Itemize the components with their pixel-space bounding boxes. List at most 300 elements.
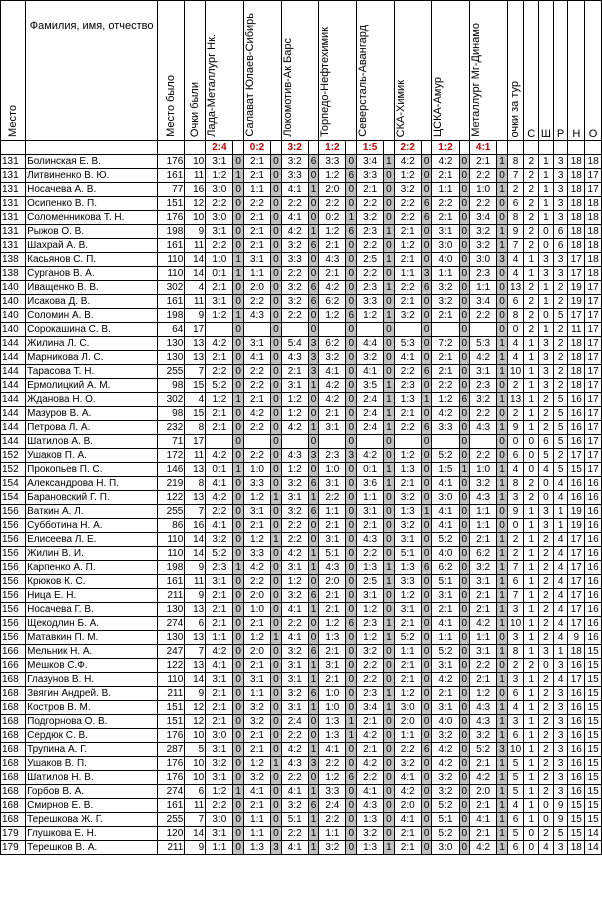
prediction-cell: 3:2	[432, 295, 459, 309]
match-result: 4:1	[470, 141, 497, 155]
prediction-cell: 3:2	[470, 393, 497, 407]
prediction-cell: 2:2	[281, 197, 308, 211]
prediction-cell: 2:3	[319, 449, 346, 463]
prev-place-cell: 302	[158, 281, 185, 295]
prev-place-cell: 161	[158, 239, 185, 253]
stat-cell: 3	[539, 351, 554, 365]
prediction-cell: 4:3	[470, 715, 497, 729]
stat-cell: 17	[568, 547, 585, 561]
prev-points-cell: 11	[185, 239, 206, 253]
stat-cell: 1	[524, 547, 539, 561]
prev-points-cell: 4	[185, 281, 206, 295]
name-cell: Ушаков П. А.	[26, 449, 158, 463]
prediction-cell: 2:1	[470, 155, 497, 169]
prediction-cell: 2:2	[281, 617, 308, 631]
prediction-cell: 3:1	[206, 673, 233, 687]
stat-cell: 16	[568, 743, 585, 757]
prediction-points-cell: 0	[308, 309, 318, 323]
place-cell: 156	[1, 631, 26, 645]
stat-cell: 5	[553, 393, 568, 407]
tour-points-cell: 4	[507, 799, 524, 813]
stat-cell: 2	[524, 659, 539, 673]
prediction-points-cell: 0	[271, 827, 281, 841]
tour-points-cell: 4	[507, 701, 524, 715]
prediction-points-cell: 0	[459, 211, 469, 225]
prediction-points-cell: 1	[308, 421, 318, 435]
table-row	[1, 617, 602, 631]
place-cell: 168	[1, 799, 26, 813]
tour-points-cell: 5	[507, 771, 524, 785]
prediction-points-cell: 0	[271, 393, 281, 407]
place-cell: 144	[1, 393, 26, 407]
stat-cell: 1	[539, 211, 554, 225]
stat-cell: 1	[553, 519, 568, 533]
tour-points-cell: 3	[507, 715, 524, 729]
table-row	[1, 155, 602, 169]
prediction-points-cell: 0	[421, 295, 431, 309]
prev-points-cell: 15	[185, 407, 206, 421]
name-cell: Крюков К. С.	[26, 575, 158, 589]
prediction-points-cell: 0	[459, 575, 469, 589]
prediction-points-cell: 0	[459, 687, 469, 701]
stat-header: С	[524, 1, 539, 141]
prediction-points-cell: 0	[233, 841, 243, 855]
prediction-cell: 1:0	[319, 701, 346, 715]
stat-cell: 17	[585, 323, 602, 337]
prediction-cell: 3:1	[206, 743, 233, 757]
prediction-cell: 2:1	[206, 603, 233, 617]
prediction-points-cell: 6	[346, 169, 356, 183]
prev-points-cell: 12	[185, 197, 206, 211]
prediction-points-cell: 0	[233, 589, 243, 603]
prediction-cell: 4:1	[281, 631, 308, 645]
stat-cell: 15	[585, 799, 602, 813]
prediction-points-cell: 0	[384, 813, 394, 827]
prediction-points-cell: 0	[271, 547, 281, 561]
name-cell: Субботина Н. А.	[26, 519, 158, 533]
prediction-cell: 1:1	[432, 267, 459, 281]
prediction-cell: 2:1	[394, 841, 421, 855]
prediction-cell: 2:2	[243, 575, 270, 589]
prediction-points-cell: 0	[308, 631, 318, 645]
prediction-cell: 1:1	[432, 631, 459, 645]
table-row	[1, 533, 602, 547]
stat-cell: 15	[568, 463, 585, 477]
name-header: Фамилия, имя, отчество	[26, 1, 158, 141]
stat-cell: 3	[553, 169, 568, 183]
prediction-points-cell: 0	[233, 799, 243, 813]
results-row	[1, 141, 602, 155]
prediction-points-cell: 0	[421, 785, 431, 799]
prediction-cell: 2:0	[394, 715, 421, 729]
prediction-points-cell: 0	[308, 197, 318, 211]
prediction-cell: 3:1	[206, 295, 233, 309]
tour-points-cell: 6	[507, 813, 524, 827]
prediction-cell: 2:1	[470, 589, 497, 603]
prediction-points-cell: 0	[459, 715, 469, 729]
prediction-points-cell: 0	[271, 519, 281, 533]
stat-cell: 2	[524, 197, 539, 211]
prev-points-cell: 14	[185, 827, 206, 841]
tour-points-cell: 7	[507, 561, 524, 575]
prediction-cell: 3:0	[432, 491, 459, 505]
prediction-cell: 3:1	[432, 701, 459, 715]
table-row	[1, 673, 602, 687]
prediction-points-cell: 0	[346, 491, 356, 505]
prediction-cell: 2:2	[206, 365, 233, 379]
stat-cell: 1	[524, 701, 539, 715]
stat-cell: 16	[568, 421, 585, 435]
prediction-cell: 4:2	[356, 757, 383, 771]
prev-points-cell: 13	[185, 631, 206, 645]
prediction-points-cell: 0	[459, 421, 469, 435]
stat-cell: 5	[553, 435, 568, 449]
stat-cell: 1	[524, 715, 539, 729]
prediction-cell: 2:2	[356, 771, 383, 785]
stat-cell: 9	[553, 799, 568, 813]
name-cell: Терешкова Ж. Г.	[26, 813, 158, 827]
name-cell: Осипенко В. П.	[26, 197, 158, 211]
prediction-points-cell: 0	[459, 253, 469, 267]
prediction-points-cell: 0	[421, 337, 431, 351]
prediction-cell: 2:1	[394, 673, 421, 687]
stat-cell: 2	[539, 407, 554, 421]
prediction-cell: 1:0	[243, 463, 270, 477]
stat-cell: 15	[585, 715, 602, 729]
stat-cell: 4	[539, 463, 554, 477]
prediction-cell: 1:2	[356, 309, 383, 323]
prediction-points-cell: 0	[421, 575, 431, 589]
prediction-cell: 3:2	[206, 757, 233, 771]
prediction-points-cell: 0	[308, 771, 318, 785]
stat-cell: 18	[568, 351, 585, 365]
prediction-points-cell: 0	[421, 435, 431, 449]
prev-place-cell: 120	[158, 827, 185, 841]
prev-place-cell: 151	[158, 197, 185, 211]
prediction-cell: 1:2	[470, 687, 497, 701]
name-cell: Жилина Л. С.	[26, 337, 158, 351]
prediction-cell: 6:2	[319, 295, 346, 309]
prediction-cell: 2:1	[319, 645, 346, 659]
stat-cell: 18	[568, 155, 585, 169]
prediction-cell: 2:1	[319, 519, 346, 533]
name-cell: Смирнов Е. В.	[26, 799, 158, 813]
stat-cell: 15	[585, 813, 602, 827]
tour-points-cell: 6	[507, 197, 524, 211]
prediction-points-cell: 6	[421, 197, 431, 211]
stat-cell: 15	[585, 757, 602, 771]
table-row	[1, 813, 602, 827]
prediction-points-cell: 0	[421, 533, 431, 547]
prediction-cell: 3:2	[281, 239, 308, 253]
prediction-points-cell: 0	[384, 491, 394, 505]
prediction-cell: 2:2	[319, 813, 346, 827]
prediction-points-cell: 0	[271, 239, 281, 253]
stat-cell: 18	[568, 197, 585, 211]
stat-cell: 17	[568, 603, 585, 617]
prediction-points-cell: 0	[384, 449, 394, 463]
prediction-cell: 1:2	[206, 309, 233, 323]
prediction-cell: 1:2	[281, 575, 308, 589]
prediction-cell: 1:0	[206, 253, 233, 267]
prediction-points-cell: 0	[459, 589, 469, 603]
stat-cell: 0	[539, 659, 554, 673]
prediction-cell: 1:2	[319, 771, 346, 785]
name-cell: Шатилов Н. В.	[26, 771, 158, 785]
prediction-points-cell: 1	[497, 729, 507, 743]
prediction-cell: 3:2	[432, 729, 459, 743]
prediction-cell: 2:2	[281, 827, 308, 841]
stat-header: Р	[553, 1, 568, 141]
prediction-cell: 3:2	[356, 351, 383, 365]
stat-cell: 1	[524, 589, 539, 603]
prediction-points-cell: 3	[308, 337, 318, 351]
prev-place-cell: 176	[158, 757, 185, 771]
prediction-points-cell: 1	[346, 729, 356, 743]
prediction-cell: 2:1	[206, 421, 233, 435]
prediction-cell: 3:1	[432, 659, 459, 673]
prediction-points-cell: 0	[384, 729, 394, 743]
stat-header: Ш	[539, 1, 554, 141]
prediction-points-cell: 0	[346, 575, 356, 589]
place-cell: 156	[1, 617, 26, 631]
prediction-cell: 1:1	[206, 631, 233, 645]
table-row	[1, 799, 602, 813]
prev-points-cell: 13	[185, 351, 206, 365]
tour-points-cell: 6	[507, 841, 524, 855]
prediction-cell: 4:3	[470, 491, 497, 505]
stat-cell: 2	[539, 715, 554, 729]
prediction-points-cell: 1	[308, 743, 318, 757]
stat-cell: 17	[568, 673, 585, 687]
stat-cell: 2	[553, 379, 568, 393]
table-row	[1, 715, 602, 729]
prev-points-cell: 10	[185, 729, 206, 743]
prediction-cell: 1:2	[394, 449, 421, 463]
table-row	[1, 575, 602, 589]
stat-cell: 0	[524, 841, 539, 855]
prediction-cell: 2:0	[319, 183, 346, 197]
stat-cell: 3	[553, 785, 568, 799]
prediction-cell: 2:1	[470, 533, 497, 547]
prediction-cell: 3:1	[206, 771, 233, 785]
stat-cell: 0	[539, 225, 554, 239]
stat-cell: 2	[539, 757, 554, 771]
prediction-cell: 2:2	[281, 771, 308, 785]
table-row	[1, 211, 602, 225]
prediction-points-cell: 0	[233, 715, 243, 729]
prediction-points-cell: 0	[384, 183, 394, 197]
prediction-points-cell: 0	[233, 827, 243, 841]
prediction-cell: 3:0	[206, 211, 233, 225]
prediction-cell	[319, 323, 346, 337]
place-cell: 140	[1, 323, 26, 337]
place-cell: 131	[1, 155, 26, 169]
prediction-points-cell: 0	[497, 323, 507, 337]
stat-cell: 4	[553, 547, 568, 561]
prediction-points-cell: 0	[421, 323, 431, 337]
prediction-points-cell: 0	[421, 645, 431, 659]
prediction-points-cell: 1	[308, 813, 318, 827]
prediction-points-cell: 0	[346, 337, 356, 351]
name-cell: Касьянов С. П.	[26, 253, 158, 267]
prediction-points-cell: 0	[271, 701, 281, 715]
prediction-points-cell: 0	[421, 491, 431, 505]
prediction-points-cell: 3	[497, 743, 507, 757]
prediction-cell: 0:2	[319, 211, 346, 225]
prev-points-cell: 14	[185, 267, 206, 281]
prev-place-cell: 151	[158, 701, 185, 715]
prediction-points-cell: 0	[384, 267, 394, 281]
stat-cell: 2	[553, 351, 568, 365]
prev-place-cell: 110	[158, 267, 185, 281]
name-cell: Петрова Л. А.	[26, 421, 158, 435]
table-row	[1, 771, 602, 785]
prev-place-cell: 130	[158, 337, 185, 351]
tour-points-cell: 6	[507, 729, 524, 743]
prediction-cell: 2:2	[470, 169, 497, 183]
prediction-points-cell: 6	[421, 211, 431, 225]
prediction-points-cell: 0	[271, 603, 281, 617]
prediction-points-cell: 6	[308, 477, 318, 491]
prediction-cell: 4:1	[281, 785, 308, 799]
prediction-points-cell: 6	[346, 771, 356, 785]
prediction-cell: 1:0	[319, 687, 346, 701]
prediction-points-cell: 0	[346, 323, 356, 337]
prediction-points-cell: 1	[497, 183, 507, 197]
stat-cell: 4	[553, 603, 568, 617]
prediction-points-cell: 1	[459, 463, 469, 477]
prediction-points-cell: 1	[308, 183, 318, 197]
prediction-points-cell: 0	[233, 477, 243, 491]
prediction-points-cell: 1	[384, 309, 394, 323]
prediction-cell: 2:2	[319, 757, 346, 771]
prediction-cell: 3:2	[394, 519, 421, 533]
prev-place-cell: 255	[158, 365, 185, 379]
stat-cell: 4	[553, 561, 568, 575]
prediction-points-cell: 6	[421, 365, 431, 379]
stat-cell: 2	[553, 281, 568, 295]
prediction-points-cell: 0	[233, 505, 243, 519]
prediction-cell: 4:4	[356, 337, 383, 351]
prediction-points-cell: 0	[459, 757, 469, 771]
match-result: 0:2	[243, 141, 270, 155]
prediction-cell: 4:1	[394, 771, 421, 785]
prediction-cell: 2:1	[470, 757, 497, 771]
prediction-cell: 5:2	[394, 631, 421, 645]
prediction-points-cell: 0	[346, 407, 356, 421]
prediction-points-cell: 6	[308, 505, 318, 519]
prediction-cell: 4:2	[206, 337, 233, 351]
prediction-cell: 1:3	[394, 463, 421, 477]
prediction-cell: 3:4	[470, 211, 497, 225]
prev-points-cell: 5	[185, 743, 206, 757]
place-cell: 168	[1, 785, 26, 799]
prediction-cell: 1:0	[470, 463, 497, 477]
match-result: 1:2	[319, 141, 346, 155]
prediction-cell: 3:2	[470, 729, 497, 743]
stat-cell: 17	[585, 463, 602, 477]
prediction-points-cell: 0	[271, 211, 281, 225]
stat-cell: 2	[524, 477, 539, 491]
prediction-cell: 2:2	[206, 505, 233, 519]
place-cell: 152	[1, 449, 26, 463]
prediction-points-cell: 0	[233, 155, 243, 169]
stat-cell: 0	[524, 449, 539, 463]
tour-points-cell: 9	[507, 225, 524, 239]
prediction-cell: 1:1	[243, 827, 270, 841]
prediction-cell: 2:1	[394, 295, 421, 309]
stat-cell: 2	[539, 617, 554, 631]
prediction-cell: 1:2	[394, 687, 421, 701]
prediction-points-cell: 1	[384, 379, 394, 393]
stat-cell: 0	[524, 435, 539, 449]
table-row	[1, 463, 602, 477]
tour-points-cell: 6	[507, 687, 524, 701]
prev-points-cell: 16	[185, 519, 206, 533]
prediction-cell	[394, 323, 421, 337]
prediction-points-cell: 0	[271, 295, 281, 309]
tour-points-cell: 10	[507, 617, 524, 631]
prediction-cell: 2:1	[206, 589, 233, 603]
name-cell: Горбов В. А.	[26, 785, 158, 799]
name-cell: Сердюк С. В.	[26, 729, 158, 743]
prediction-points-cell: 0	[346, 281, 356, 295]
prediction-points-cell: 0	[459, 351, 469, 365]
prediction-cell: 3:1	[243, 253, 270, 267]
prediction-points-cell: 0	[421, 183, 431, 197]
prediction-points-cell: 0	[497, 197, 507, 211]
tour-points-cell: 2	[507, 547, 524, 561]
prediction-points-cell: 1	[497, 589, 507, 603]
stat-cell: 1	[524, 785, 539, 799]
prev-points-cell: 9	[185, 561, 206, 575]
tour-points-cell: 0	[507, 435, 524, 449]
prediction-points-cell: 0	[497, 687, 507, 701]
prediction-points-cell: 0	[271, 589, 281, 603]
prediction-cell: 2:1	[243, 729, 270, 743]
prediction-cell: 5:2	[470, 743, 497, 757]
prediction-cell: 3:1	[432, 225, 459, 239]
prediction-points-cell: 0	[459, 617, 469, 631]
prediction-cell: 0:1	[206, 463, 233, 477]
match-result: 3:2	[281, 141, 308, 155]
stat-cell: 2	[553, 449, 568, 463]
prediction-cell: 1:2	[281, 393, 308, 407]
prediction-points-cell: 0	[271, 813, 281, 827]
prediction-points-cell: 0	[271, 617, 281, 631]
prediction-points-cell: 0	[459, 225, 469, 239]
prediction-points-cell: 0	[346, 505, 356, 519]
prev-place-cell: 302	[158, 393, 185, 407]
prediction-points-cell: 0	[346, 645, 356, 659]
place-cell: 156	[1, 589, 26, 603]
stat-cell: 1	[524, 799, 539, 813]
prediction-points-cell: 0	[459, 771, 469, 785]
tour-points-cell: 9	[507, 421, 524, 435]
name-cell: Жилин В. И.	[26, 547, 158, 561]
prediction-points-cell: 6	[421, 743, 431, 757]
stat-cell: 18	[585, 225, 602, 239]
stat-cell: 3	[553, 687, 568, 701]
prediction-cell: 2:1	[394, 225, 421, 239]
prediction-cell: 4:2	[432, 155, 459, 169]
stat-cell: 4	[553, 617, 568, 631]
prediction-points-cell: 0	[233, 743, 243, 757]
prediction-cell: 2:1	[356, 519, 383, 533]
prediction-points-cell: 0	[384, 505, 394, 519]
prediction-cell: 4:1	[432, 477, 459, 491]
